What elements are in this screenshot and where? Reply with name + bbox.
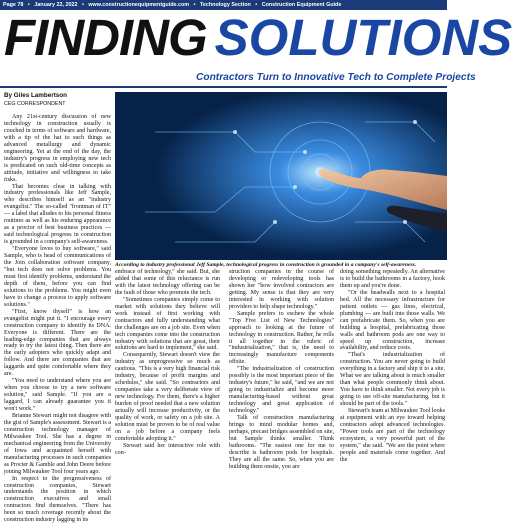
- paragraph: Stewart's team at Milwaukee Tool looks at equipment with an eye toward helping contractors adopt advanced technologies. "Power tools are part of the technology ecosystem, a very powerful part of the system," she said. "We are the point where people and materials come together. And the: [340, 408, 445, 463]
- paragraph: Talk of construction manufacturing brings to mind modular homes and, perhaps, precast bridges assembled on site, but Sample thinks smaller. Think bathrooms. "The easiest one for me to describe is bathroom pods for hospitals. They are all the same. So, when you are building them onsite, you are: [229, 415, 334, 470]
- paragraph: "The industrialization of construction possibly is the most important piece of the industry's future," he said, "and we are not going to industrialize and become more manufacturing-based without great technology and great application of technology.": [229, 366, 334, 415]
- author-name: By Giles Lambertson: [4, 92, 67, 99]
- paragraph: In respect to the progressiveness of construction companies, Stewart understands the position in which construction executives and small contractors find themselves. "There has been so much coverage recently about the construction industry lagging in its: [4, 475, 111, 524]
- article-column-3: [229, 269, 334, 480]
- photo-caption: According to industry professional Jeff Sample, technological progress in construction is grounded in a company's self-awareness.: [115, 262, 417, 268]
- paragraph: "Sometimes companies simply come to market with solutions they believe will work instead of first working with contractors and fully understanding what the challenges are on a job site. Even when tech companies come into the construction industry with solutions that are great, their solutions are hard to implement," she said.: [115, 296, 220, 352]
- paragraph: Any 21st-century discussion of new technology in construction usually is couched in terms of software and hardware, with a tip of the hat to such things as advanced metallurgy and dynamic engineering. Yet at the end of the day, the industry's progress in employing new tech is predicated on such old-time concepts as attitude, initiative and willingness to take risks.: [4, 114, 111, 183]
- paragraph: struction companies in the course of developing or redeveloping tools has shown her "how involved contractors are getting. My sense is that they are very interested in working with solution providers to help shape technology.": [229, 269, 334, 310]
- paragraph: "Or the headwalls next to a hospital bed. All the necessary infrastructure for patient outlets — gas lines, electrical, plumbing — are built into those walls. We can prefabricate them. So, when you are building a hospital, prefabricating those walls and bathroom pods are one way to speed up construction, increase availability, and reduce costs.: [340, 289, 445, 352]
- section-name: Technology Section: [199, 2, 251, 8]
- headline-word-1: FINDING: [4, 9, 207, 66]
- byline: [4, 92, 67, 108]
- header-divider: [0, 86, 447, 88]
- hand-touch-digital-icon: [115, 92, 447, 260]
- paragraph: Consequently, Stewart doesn't view the industry as unprogressive so much as cautious. "This is a very high financial risk industry, because of profit margins and schedules," she said. "So contractors and companies take a very deliberate view of new technology. For them, there's a higher burden of proof needed that a new solution actually will increase productivity, or the quality of work, or safety on a job site. A solution must be proven to be of real value on a job before a company feels comfortable adopting it.": [115, 352, 220, 442]
- paragraph: Stewart said her interactive role with con-: [115, 442, 220, 456]
- article-column-1: [4, 114, 111, 524]
- issue-date: January 22, 2022: [34, 2, 78, 8]
- paragraph: "First, know thyself" is how an evangelist might put it. "I encourage every construction company to identify its DNA. Everyone is different. There are the leading-edge companies that are always ready to try the latest thing. Then there are the early adopters who quickly adapt and follow. And there are companies that are laggards and quite comfortable where they are.: [4, 308, 111, 378]
- paragraph: "Everyone loves to buy software," said Sample, who is head of communications of the Join collaboration software company, "but tech does not solve problems. You must first identify problems, understand the depth of them, before you can find solutions to the problems. You might even have to change a process to apply software solutions.": [4, 246, 111, 308]
- publication-name: Construction Equipment Guide: [261, 2, 342, 8]
- paragraph: Brianne Stewart might not disagree with the gist of Sample's assessment. Stewart is a construction technology manager of Milwaukee Tool. She has a degree in mechanical engineering from the University of Iowa and acquainted herself with manufacturing processes in such companies as Procter & Gamble and John Deere before joining Milwaukee Tool four years ago.: [4, 412, 111, 475]
- website-url[interactable]: www.constructionequipmentguide.com: [88, 2, 190, 8]
- author-role: CEG CORRESPONDENT: [4, 101, 66, 107]
- subheadline: Contractors Turn to Innovative Tech to Complete Projects: [196, 72, 476, 83]
- article-photo: [115, 92, 447, 260]
- paragraph: doing something repeatedly. An alternative is to build the bathrooms in a factory, hook them up and you're done.: [340, 269, 445, 289]
- article-column-2: [115, 269, 220, 480]
- paragraph: "You need to understand where you are when you choose to try a new software solution," said Sample. "If you are a laggard, I can already guarantee you it won't work.": [4, 378, 111, 413]
- headline: [4, 6, 512, 70]
- article-column-4: [340, 269, 445, 480]
- page-number: Page 78: [3, 2, 24, 8]
- headline-word-2: SOLUTIONS: [214, 9, 512, 66]
- paragraph: embrace of technology," she said. But, she added that some of this reluctance is run with the latest technology offering can be the fault of those who promote the tech.: [115, 269, 220, 296]
- paragraph: Sample prefers to eschew the whole "Top Five List of New Technologies" approach to looking at the future of technology in construction. Rather, he rolls it all together in the rubric of "industrialization," that is, the need to increasingly manufacture components offsite.: [229, 310, 334, 366]
- header-bar: Page 78 • January 22, 2022 • www.constructionequipmentguide.com • Technology Section • Construction Equipment Guide: [0, 0, 447, 10]
- paragraph: That becomes clear in talking with industry professionals like Jeff Sample, who describes himself as an "industry evangelist." The so-called "frontman of IT" — a label that alludes to his personal fitness routines as well as his enduring appearance as a proctor of best business practices — said technological progress in construction is grounded in a company's self-awareness.: [4, 183, 111, 246]
- paragraph: "That's industrialization of construction. You are never going to build everything in a factory and ship it to a site. What we are talking about is much smaller than what people commonly think about. You have to think smaller. Not every job is going to use off-site manufacturing, but it should be part of the tools.": [340, 352, 445, 408]
